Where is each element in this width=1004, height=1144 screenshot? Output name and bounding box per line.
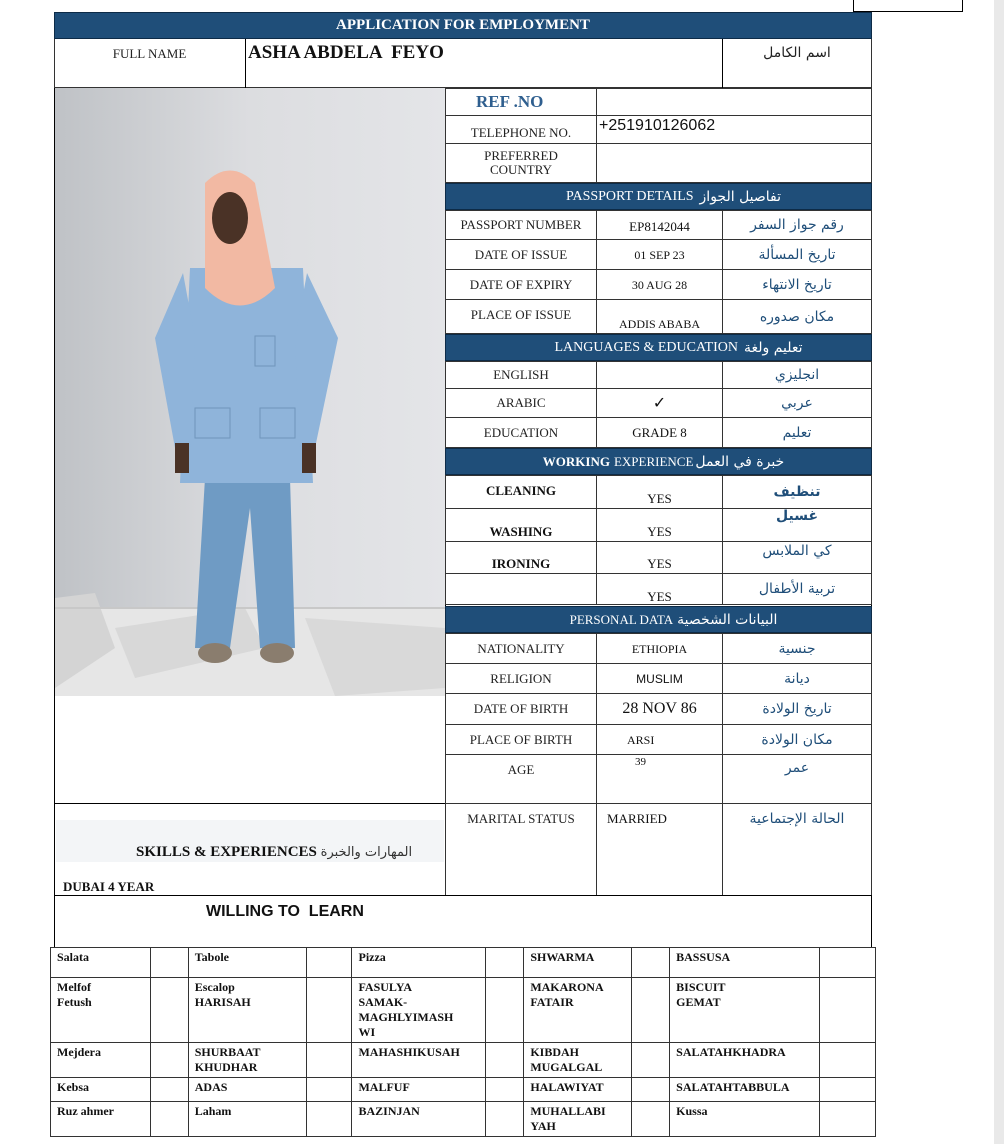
food-item: FASULYA SAMAK- MAGHLYIMASH WI	[352, 978, 486, 1043]
full-name-value: ASHA ABDELA FEYO	[248, 42, 444, 63]
food-item: MAKARONA FATAIR	[524, 978, 632, 1043]
expiry-date-value: 30 AUG 28	[596, 269, 723, 300]
food-table	[50, 947, 876, 1137]
work-header-arabic: خبرة في العمل	[695, 453, 785, 470]
languages-header	[445, 334, 872, 361]
marital-value: MARRIED	[596, 803, 723, 896]
age-value: 39	[596, 754, 723, 804]
religion-arabic: ديانة	[722, 663, 872, 694]
food-item-blank	[486, 1043, 524, 1078]
telephone-value: +251910126062	[596, 115, 872, 144]
food-item: ADAS	[188, 1078, 306, 1102]
food-item-blank	[306, 948, 352, 978]
languages-header-label: LANGUAGES & EDUCATION	[554, 339, 738, 355]
skills-arabic: المهارات والخبرة	[320, 845, 413, 860]
food-item-blank	[820, 1043, 876, 1078]
food-item-blank	[486, 1102, 524, 1137]
preferred-country-value	[596, 143, 872, 183]
food-item-blank	[150, 948, 188, 978]
marital-label: MARITAL STATUS	[445, 803, 597, 896]
religion-value: MUSLIM	[596, 663, 723, 694]
arabic-lang-check: ✓	[596, 388, 723, 418]
food-item: Escalop HARISAH	[188, 978, 306, 1043]
ref-no-value	[596, 88, 872, 116]
personal-header-arabic: البيانات الشخصية	[677, 611, 778, 628]
food-item-blank	[632, 948, 670, 978]
food-table-row	[51, 1043, 876, 1078]
arabic-lang-arabic: عربي	[722, 388, 872, 418]
dob-value: 28 NOV 86	[596, 693, 723, 725]
food-item: Salata	[51, 948, 151, 978]
preferred-country-label: PREFERRED COUNTRY	[445, 143, 597, 183]
education-arabic: تعليم	[722, 417, 872, 448]
english-arabic: انجليزي	[722, 361, 872, 389]
education-label: EDUCATION	[445, 417, 597, 448]
food-item: Pizza	[352, 948, 486, 978]
nationality-value: ETHIOPIA	[596, 633, 723, 664]
work-cleaning-value: YES	[596, 475, 723, 509]
food-table-row	[51, 978, 876, 1043]
work-ironing-label: IRONING	[445, 541, 597, 574]
work-washing-arabic: غسيل	[722, 508, 872, 542]
full-name-arabic: اسم الكامل	[763, 45, 831, 61]
food-item-blank	[306, 1102, 352, 1137]
food-item: SHWARMA	[524, 948, 632, 978]
dob-label: DATE OF BIRTH	[445, 693, 597, 725]
food-item-blank	[632, 1102, 670, 1137]
food-item-blank	[306, 1043, 352, 1078]
food-item: SHURBAAT KHUDHAR	[188, 1043, 306, 1078]
food-table-row	[51, 1078, 876, 1102]
work-washing-label: WASHING	[445, 508, 597, 542]
food-item-blank	[632, 1043, 670, 1078]
passport-number-label: PASSPORT NUMBER	[445, 210, 597, 240]
food-table-row	[51, 948, 876, 978]
food-item-blank	[486, 1078, 524, 1102]
religion-label: RELIGION	[445, 663, 597, 694]
remark-text: WILLING TO LEARN	[206, 903, 364, 920]
nationality-label: NATIONALITY	[445, 633, 597, 664]
food-item: KIBDAH MUGALGAL	[524, 1043, 632, 1078]
work-cleaning-label: CLEANING	[445, 475, 597, 509]
application-title: APPLICATION FOR EMPLOYMENT	[54, 12, 872, 39]
skills-heading	[136, 844, 412, 861]
food-item-blank	[486, 948, 524, 978]
food-item-blank	[632, 978, 670, 1043]
food-item-blank	[306, 1078, 352, 1102]
passport-header-label: PASSPORT DETAILS	[565, 188, 694, 204]
food-item: HALAWIYAT	[524, 1078, 632, 1102]
work-childcare-arabic: تربية الأطفال	[722, 573, 872, 605]
issue-date-arabic: تاريخ المسألة	[722, 239, 872, 270]
food-item-blank	[306, 978, 352, 1043]
work-cleaning-arabic: تنظيف	[722, 475, 872, 509]
issue-date-value: 01 SEP 23	[596, 239, 723, 270]
education-value: GRADE 8	[596, 417, 723, 448]
age-label: AGE	[445, 754, 597, 804]
food-item: Melfof Fetush	[51, 978, 151, 1043]
skills-label: SKILLS & EXPERIENCES	[136, 844, 317, 860]
pob-value: ARSI	[596, 724, 723, 755]
place-of-issue-label: PLACE OF ISSUE	[445, 299, 597, 334]
food-item: SALATAHKHADRA	[670, 1043, 820, 1078]
work-header	[445, 448, 872, 475]
food-item: BISCUIT GEMAT	[670, 978, 820, 1043]
food-item: Tabole	[188, 948, 306, 978]
food-item: Kebsa	[51, 1078, 151, 1102]
passport-header-arabic: تفاصيل الجواز	[699, 188, 782, 205]
work-ironing-arabic: كي الملابس	[722, 541, 872, 574]
food-item: BAZINJAN	[352, 1102, 486, 1137]
arabic-lang-label: ARABIC	[445, 388, 597, 418]
full-name-label: FULL NAME	[112, 46, 187, 61]
experience-dubai: DUBAI 4 YEAR	[63, 879, 155, 894]
work-washing-value: YES	[596, 508, 723, 542]
place-of-issue-value: ADDIS ABABA	[596, 299, 723, 334]
food-item-blank	[632, 1078, 670, 1102]
personal-header	[445, 606, 872, 633]
work-childcare-label	[445, 573, 597, 605]
work-childcare-value: YES	[596, 573, 723, 605]
food-item-blank	[486, 978, 524, 1043]
food-item-blank	[150, 1043, 188, 1078]
food-item: MAHASHIKUSAH	[352, 1043, 486, 1078]
pob-label: PLACE OF BIRTH	[445, 724, 597, 755]
passport-number-arabic: رقم جواز السفر	[722, 210, 872, 240]
personal-header-label: PERSONAL DATA	[569, 611, 674, 627]
dob-arabic: تاريخ الولادة	[722, 693, 872, 725]
expiry-date-label: DATE OF EXPIRY	[445, 269, 597, 300]
languages-header-arabic: تعليم ولغة	[743, 339, 803, 356]
food-item-blank	[150, 1078, 188, 1102]
issue-date-label: DATE OF ISSUE	[445, 239, 597, 270]
food-item: BASSUSA	[670, 948, 820, 978]
food-item: MALFUF	[352, 1078, 486, 1102]
work-header-rest: EXPERIENCE	[613, 453, 694, 469]
english-value	[596, 361, 723, 389]
passport-number-value: EP8142044	[596, 210, 723, 240]
food-item-blank	[820, 1102, 876, 1137]
nationality-arabic: جنسية	[722, 633, 872, 664]
applicant-photo	[55, 88, 445, 696]
food-item-blank	[150, 978, 188, 1043]
passport-header	[445, 183, 872, 210]
telephone-label: TELEPHONE NO.	[445, 115, 597, 144]
pob-arabic: مكان الولادة	[722, 724, 872, 755]
work-ironing-value: YES	[596, 541, 723, 574]
food-item-blank	[820, 948, 876, 978]
food-item: SALATAHTABBULA	[670, 1078, 820, 1102]
food-item-blank	[820, 1078, 876, 1102]
food-item: Ruz ahmer	[51, 1102, 151, 1137]
food-item: MUHALLABI YAH	[524, 1102, 632, 1137]
age-arabic: عمر	[722, 754, 872, 804]
food-item: Laham	[188, 1102, 306, 1137]
food-table-row	[51, 1102, 876, 1137]
marital-arabic: الحالة الإجتماعية	[722, 803, 872, 896]
ref-no-label: REF .NO	[445, 88, 597, 116]
english-label: ENGLISH	[445, 361, 597, 389]
work-header-bold: WORKING	[542, 453, 610, 469]
expiry-date-arabic: تاريخ الانتهاء	[722, 269, 872, 300]
food-item-blank	[820, 978, 876, 1043]
food-item: Mejdera	[51, 1043, 151, 1078]
place-of-issue-arabic: مكان صدوره	[722, 299, 872, 334]
food-item: Kussa	[670, 1102, 820, 1137]
food-item-blank	[150, 1102, 188, 1137]
